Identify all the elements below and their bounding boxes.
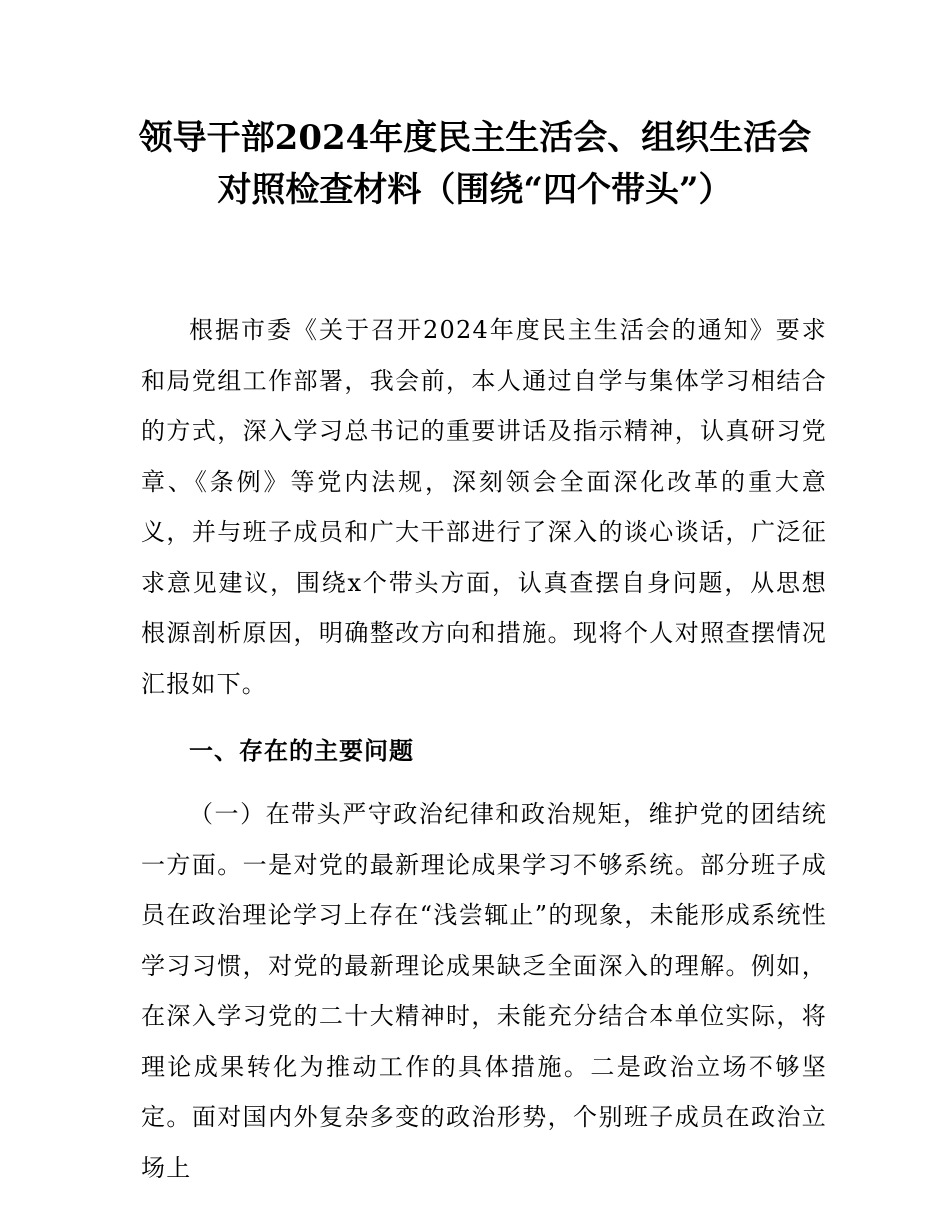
title-line-1: 领导干部2024年度民主生活会、组织生活会 <box>138 118 812 158</box>
title-line-2: 对照检查材料（围绕“四个带头”） <box>217 170 733 210</box>
document-title <box>0 112 950 216</box>
intro-paragraph: 根据市委《关于召开2024年度民主生活会的通知》要求和局党组工作部署，我会前，本人通过自学与集体学习相结合的方式，深入学习总书记的重要讲话及指示精神，认真研习党章、《条例》等党内法规，深刻领会全面深化改革的重大意义，并与班子成员和广大干部进行了深入的谈心谈话，广泛征求意见建议，围绕x个带头方面，认真查摆自身问题，从思想根源剖析原因，明确整改方向和措施。现将个人对照查摆情况汇报如下。 <box>141 316 827 698</box>
document-body <box>141 305 827 1193</box>
section-paragraph: （一）在带头严守政治纪律和政治规矩，维护党的团结统一方面。一是对党的最新理论成果学习不够系统。部分班子成员在政治理论学习上存在“浅尝辄止”的现象，未能形成系统性学习习惯，对党的最新理论成果缺乏全面深入的理解。例如，在深入学习党的二十大精神时，未能充分结合本单位实际，将理论成果转化为推动工作的具体措施。二是政治立场不够坚定。面对国内外复杂多变的政治形势，个别班子成员在政治立场上 <box>141 800 827 1182</box>
section-heading: 一、存在的主要问题 <box>189 737 414 765</box>
